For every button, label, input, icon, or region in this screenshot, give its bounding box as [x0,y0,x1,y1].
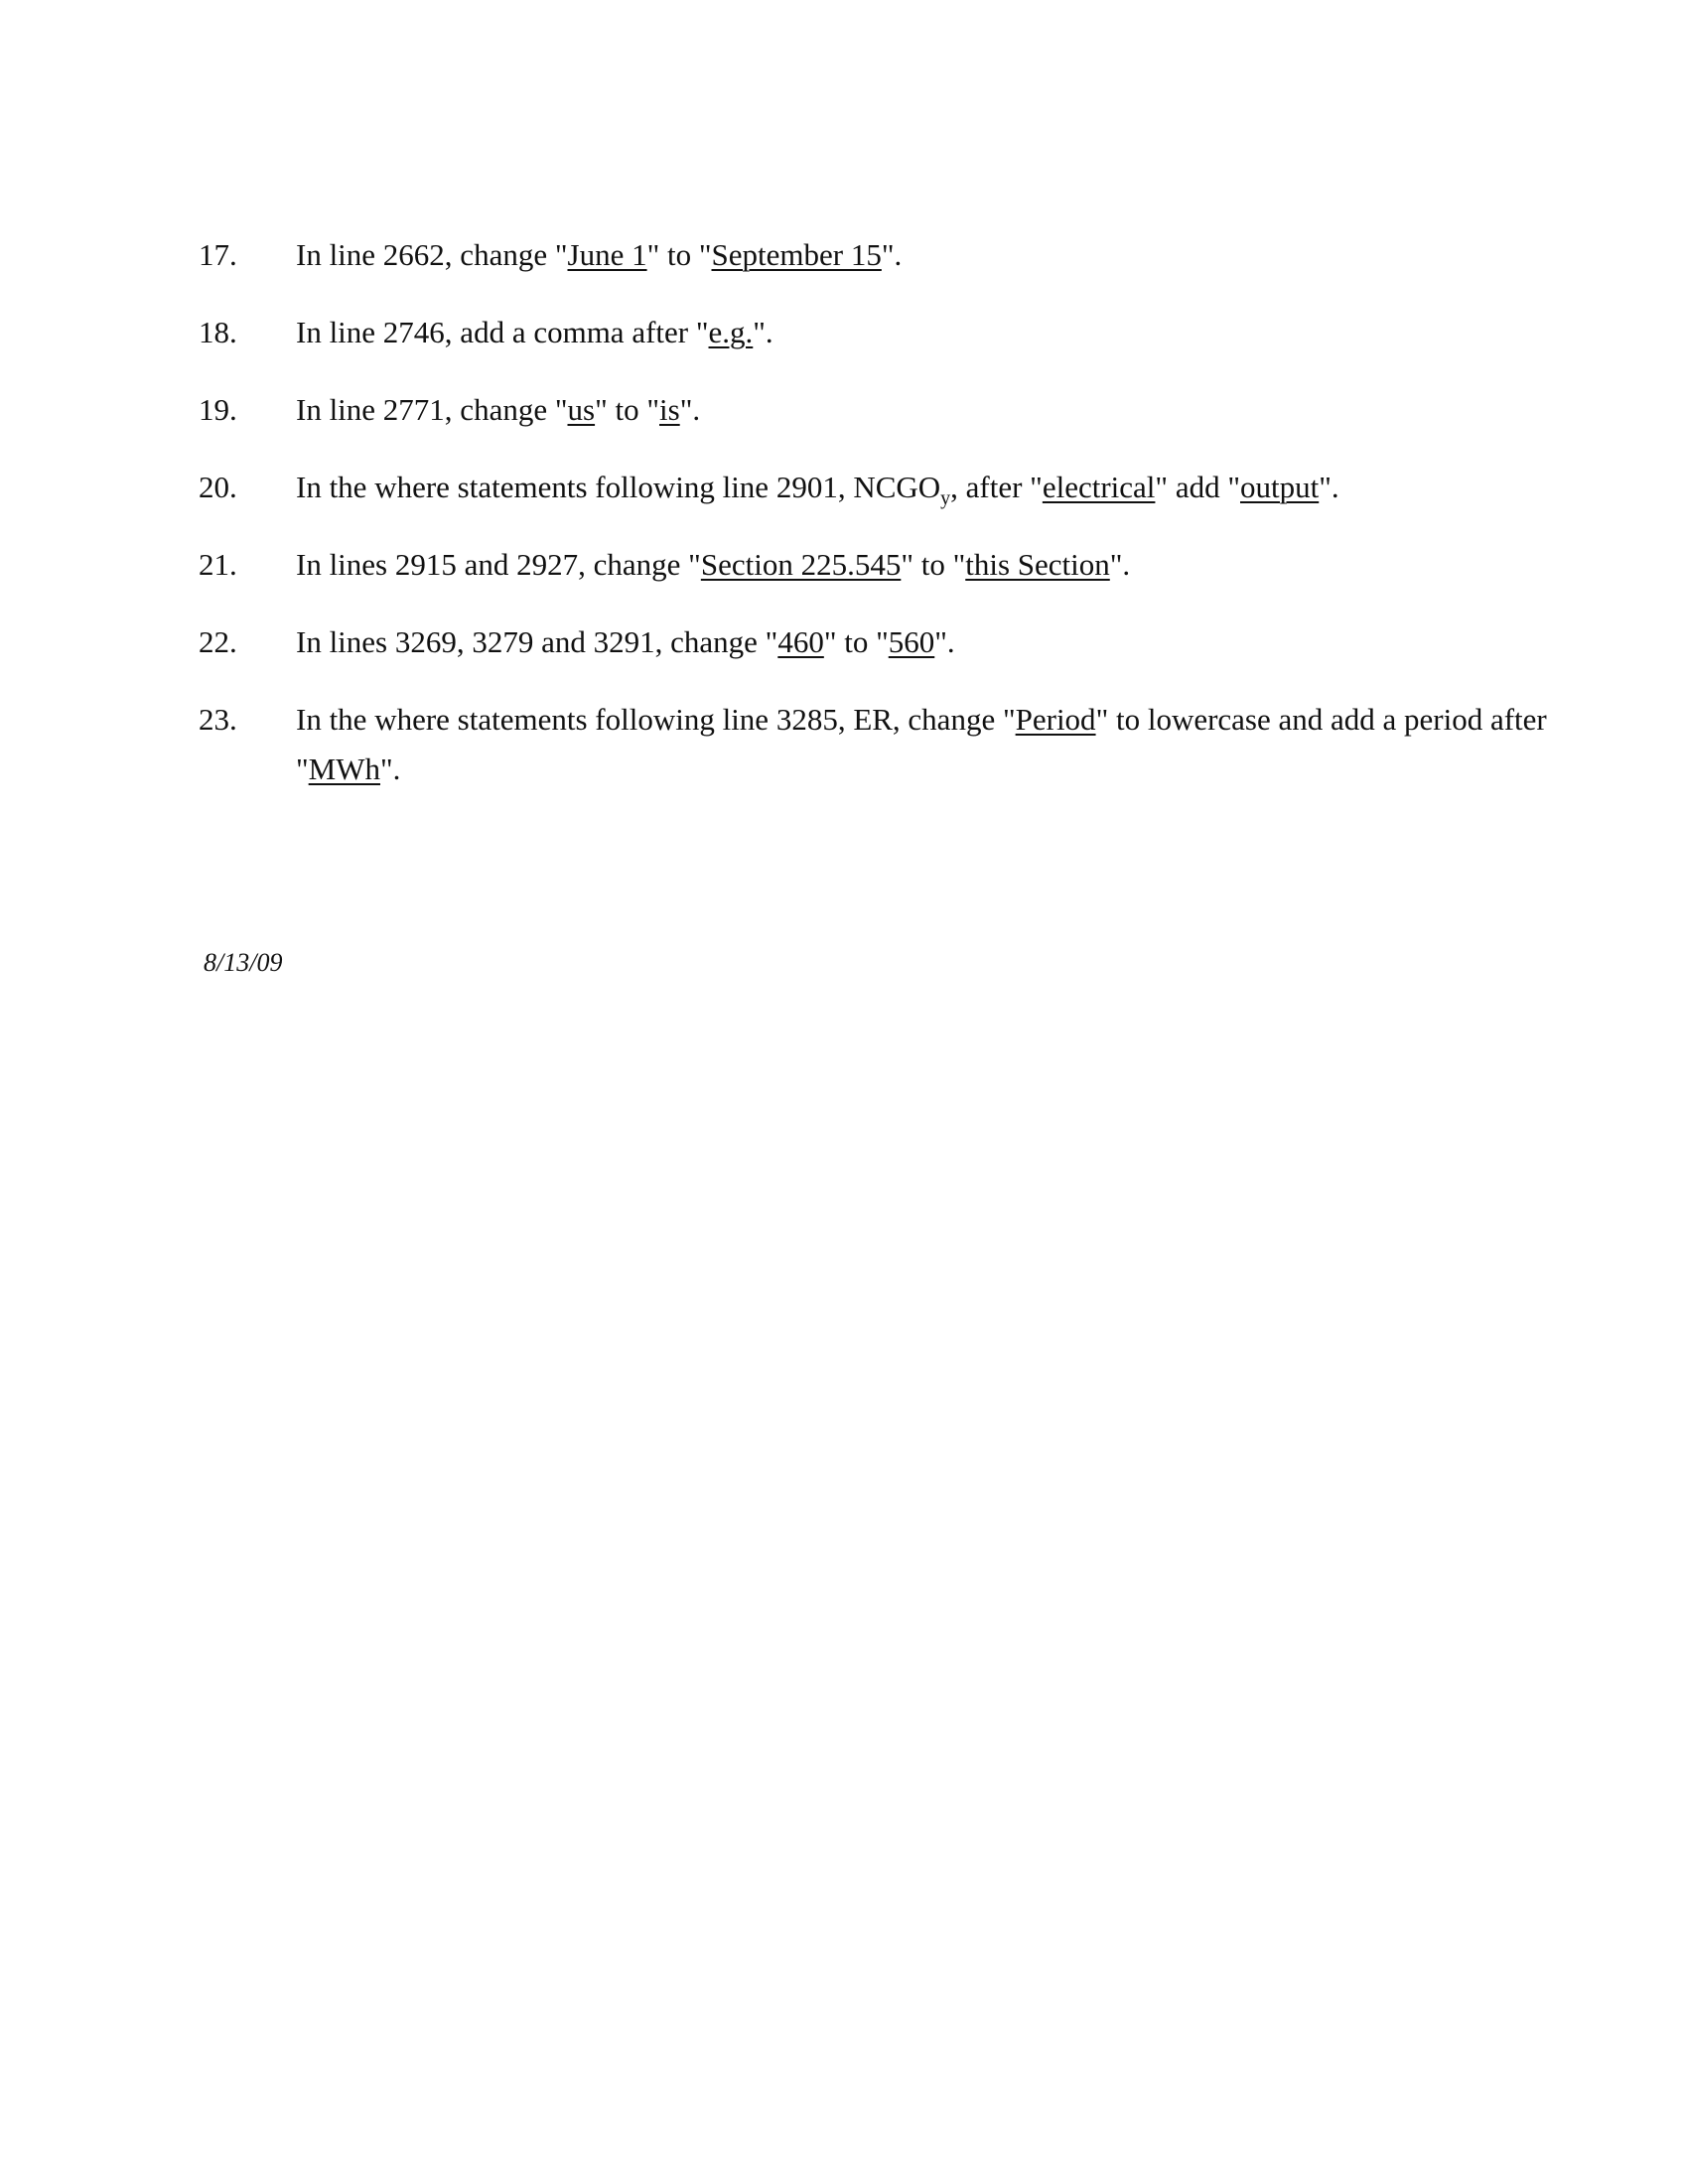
text-segment: " to lowercase and add a period after " [296,702,1547,786]
item-number: 23. [199,702,237,737]
text-segment: , after " [950,470,1043,504]
item-text [296,230,1487,280]
item-number: 20. [199,470,237,504]
item-number: 18. [199,315,237,349]
underlined-term: us [567,392,596,427]
item-text [296,463,1487,512]
underlined-term: e.g. [708,315,754,349]
item-text [296,540,1487,590]
text-segment: In the where statements following line 2901, NCGO [296,470,941,504]
text-segment: In line 2746, add a comma after " [296,315,709,349]
text-segment: ". [1319,470,1339,504]
text-segment: " to " [901,547,966,582]
text-segment: In line 2662, change " [296,237,568,272]
subscript-text: y [940,487,951,510]
item-text [296,695,1577,794]
item-number: 21. [199,547,237,582]
item-text [296,308,1487,357]
text-segment: " add " [1155,470,1240,504]
text-segment: ". [379,751,401,786]
text-segment: In lines 3269, 3279 and 3291, change " [296,624,778,659]
underlined-term: is [659,392,680,427]
text-segment: " to " [823,624,889,659]
item-number: 17. [199,237,237,272]
text-segment: In lines 2915 and 2927, change " [296,547,701,582]
text-segment: In the where statements following line 3285, ER, change " [296,702,1016,737]
underlined-term: 460 [777,624,824,659]
underlined-term: Section 225.545 [700,547,902,582]
text-segment: ". [881,237,903,272]
text-segment: " to " [646,237,712,272]
underlined-term: electrical [1042,470,1156,504]
item-number: 22. [199,624,237,659]
underlined-term: MWh [308,751,380,786]
underlined-term: 560 [888,624,935,659]
text-segment: ". [753,315,773,349]
item-number: 19. [199,392,237,427]
text-segment: ". [679,392,701,427]
underlined-term: Period [1015,702,1096,737]
underlined-term: June 1 [567,237,647,272]
text-segment: ". [934,624,955,659]
text-segment: " to " [595,392,659,427]
item-text [296,617,1487,667]
underlined-term: output [1240,470,1320,504]
underlined-term: September 15 [711,237,882,272]
item-text [296,385,1487,435]
underlined-term: this Section [965,547,1110,582]
text-segment: ". [1109,547,1131,582]
text-segment: In line 2771, change " [296,392,568,427]
document-date: 8/13/09 [204,948,283,977]
